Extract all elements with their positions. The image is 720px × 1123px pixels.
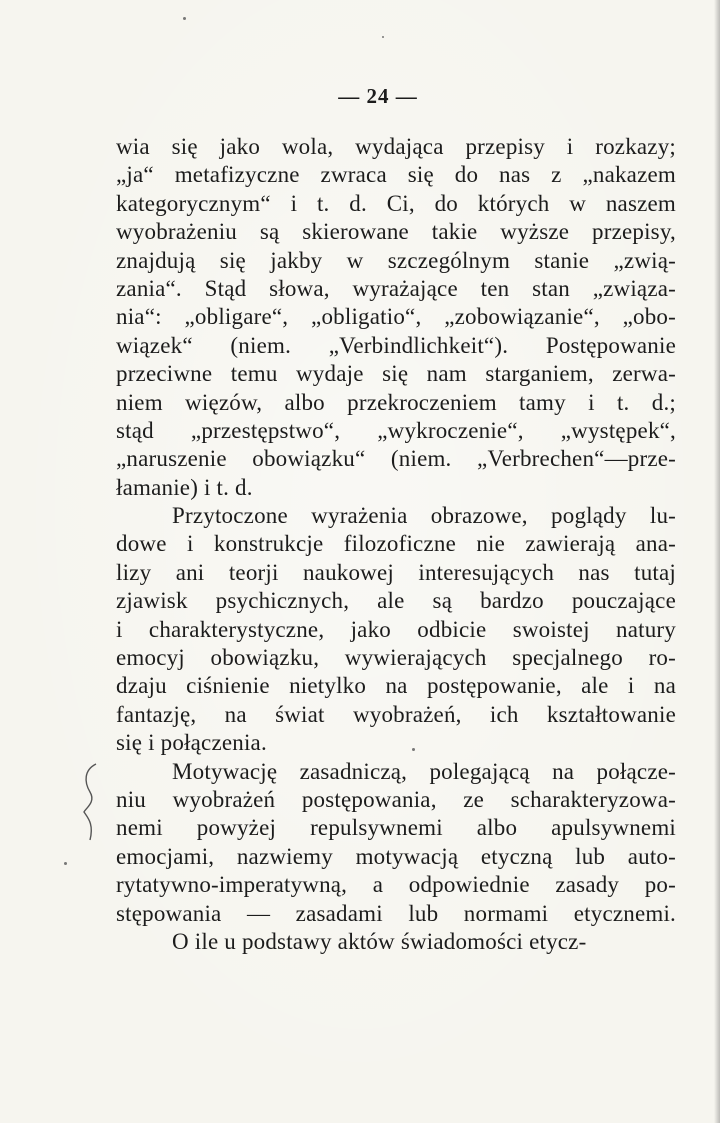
text-line: zania“. Stąd słowa, wyrażające ten stan „związa- (116, 275, 676, 301)
text-line: Przytoczone wyrażenia obrazowe, poglądy lu- (172, 503, 676, 529)
paper-speck (64, 862, 67, 865)
text-line: O ile u podstawy aktów świadomości etycz- (172, 928, 587, 954)
text-line: fantazję, na świat wyobrażeń, ich kształtowanie (116, 701, 676, 727)
text-line: przeciwne temu wydaje się nam starganiem, zerwa- (116, 361, 676, 387)
text-line: niem więzów, albo przekroczeniem tamy i t. d.; (116, 389, 676, 415)
text-line: nia“: „obligare“, „obligatio“, „zobowiązanie“, „obo- (116, 304, 676, 330)
page-number: — 24 — (338, 84, 418, 108)
text-line: Motywację zasadniczą, polegającą na połącze- (172, 758, 676, 784)
page-edge-shadow (714, 0, 720, 1123)
text-line: lizy ani teorji naukowej interesujących nas tutaj (116, 559, 676, 585)
text-line: stępowania — zasadami lub normami etycznemi. (116, 900, 676, 926)
text-line: rytatywno-imperatywną, a odpowiednie zasady po- (116, 872, 676, 898)
text-line: niu wyobrażeń postępowania, ze scharakteryzowa- (116, 786, 676, 812)
text-line: wia się jako wola, wydająca przepisy i rozkazy; (116, 134, 676, 159)
text-line: nemi powyżej repulsywnemi albo apulsywnemi (116, 815, 676, 841)
text-line: wyobrażeniu są skierowane takie wyższe przepisy, (116, 219, 676, 245)
pencil-bracket-mark (80, 762, 102, 842)
text-line: stąd „przestępstwo“, „wykroczenie“, „występek“, (116, 417, 676, 443)
body-text (116, 133, 676, 956)
text-line: dzaju ciśnienie nietylko na postępowanie, ale i na (116, 673, 676, 699)
text-line: „naruszenie obowiązku“ (niem. „Verbrechen“—prze- (116, 446, 676, 472)
text-line: znajdują się jakby w szczególnym stanie „zwią- (116, 247, 676, 273)
text-line: emocyj obowiązku, wywierających specjalnego ro- (116, 645, 676, 671)
text-line: emocjami, nazwiemy motywacją etyczną lub auto- (116, 843, 676, 869)
text-line: zjawisk psychicznych, ale są bardzo pouczające (116, 588, 676, 614)
text-line: łamanie) i t. d. (116, 474, 253, 500)
text-line: i charakterystyczne, jako odbicie swoistej natury (116, 616, 676, 642)
paper-speck (183, 17, 186, 20)
text-line: się i połączenia. (116, 730, 267, 756)
text-line: kategorycznym“ i t. d. Ci, do których w naszem (116, 190, 676, 216)
text-line: „ja“ metafizyczne zwraca się do nas z „nakazem (116, 162, 676, 188)
text-line: wiązek“ (niem. „Verbindlichkeit“). Postępowanie (116, 332, 676, 358)
text-line: dowe i konstrukcje filozoficzne nie zawierają ana- (116, 531, 676, 557)
paper-speck (382, 36, 384, 38)
